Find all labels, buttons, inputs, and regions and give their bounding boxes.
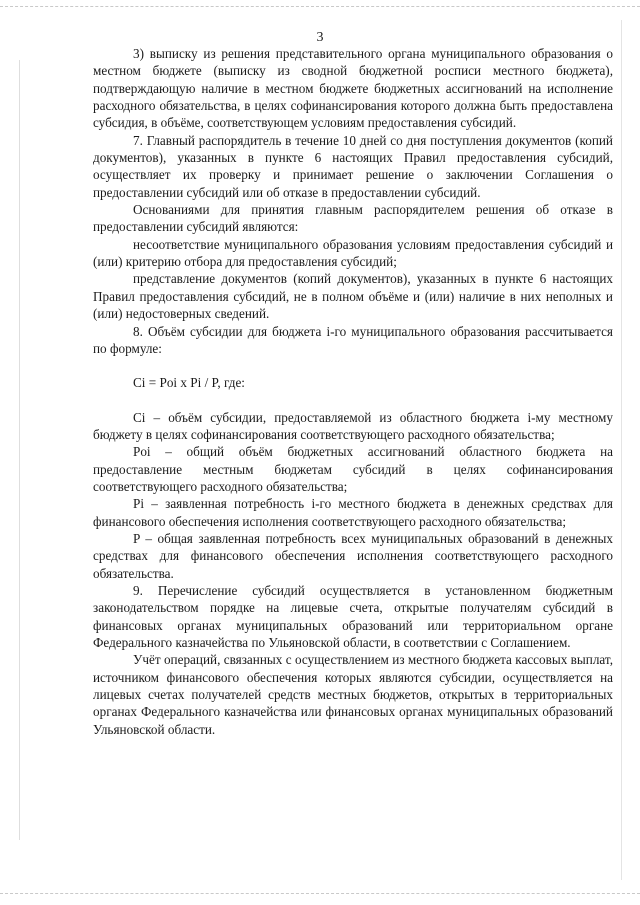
paragraph-definition-poi: Poi – общий объём бюджетных ассигнований областного бюджета на предоставление местным бюджетам субсидий в целях софинансирования соответствующего расходного обязательства; bbox=[93, 444, 613, 494]
paragraph-refusal-grounds: Основаниями для принятия главным распорядителем решения об отказе в предоставлении субсидий являются: bbox=[93, 202, 613, 235]
paragraph-accounting: Учёт операций, связанных с осуществлением из местного бюджета кассовых выплат, источником финансового обеспечения которых являются субсидии, осуществляется на лицевых счетах получателей средств местных бюджетов, открытых в территориальных органах Федерального казначейства или финансовых органах муниципальных образований Ульяновской области. bbox=[93, 652, 613, 737]
paragraph-item-8: 8. Объём субсидии для бюджета i-го муниципального образования рассчитывается по формуле: bbox=[93, 323, 613, 356]
scan-edge-right bbox=[621, 20, 622, 880]
paragraph-item-9: 9. Перечисление субсидий осуществляется в установленном бюджетным законодательством порядке на лицевые счета, открытые получателям субсидий в финансовых органах муниципальных образований или территориальном органе Федерального казначейства по Ульяновской области, в соответствии с Соглашением. bbox=[93, 582, 613, 650]
paragraph-definition-p: P – общая заявленная потребность всех муниципальных образований в денежных средствах для финансового обеспечения исполнения соответствующего расходного обязательства. bbox=[93, 530, 613, 581]
formula: Ci = Poi x Pi / P, где: bbox=[133, 375, 245, 391]
paragraph-nonconformity: несоответствие муниципального образования условиям предоставления субсидий и (или) критерию отбора для предоставления субсидий; bbox=[93, 236, 613, 270]
paragraph-definition-pi: Pi – заявленная потребность i-го местного бюджета в денежных средствах для финансового обеспечения исполнения соответствующего расходного обязательства; bbox=[93, 496, 613, 529]
scan-edge-left bbox=[19, 60, 20, 840]
paragraph-budget-extract: 3) выписку из решения представительного органа муниципального образования о местном бюджете (выписку из сводной бюджетной росписи местного бюджета), подтверждающую наличие в местном бюджете бюджетных ассигнований на исполнение расходного обязательства, в целях софинансирования которого должна быть предоставлена субсидия, в объёме, соответствующем условиям предоставления субсидий. bbox=[93, 46, 613, 131]
document-body bbox=[93, 45, 613, 738]
page-number: 3 bbox=[316, 30, 324, 45]
paragraph-item-7: 7. Главный распорядитель в течение 10 дней со дня поступления документов (копий документов), указанных в пункте 6 настоящих Правил предоставления субсидий, осуществляет их проверку и принимает решение о заключении Соглашения о предоставлении субсидий или об отказе в предоставлении субсидий. bbox=[93, 132, 613, 200]
paragraph-definition-ci: Ci – объём субсидии, предоставляемой из областного бюджета i-му местному бюджету в целях софинансирования соответствующего расходного обязательства; bbox=[93, 409, 613, 442]
paragraph-incomplete-documents: представление документов (копий документов), указанных в пункте 6 настоящих Правил предоставления субсидий, не в полном объёме и (или) наличие в них неполных и (или) недостоверных сведений. bbox=[93, 271, 613, 322]
scan-edge-top bbox=[0, 6, 640, 7]
scan-edge-bottom bbox=[0, 893, 640, 894]
